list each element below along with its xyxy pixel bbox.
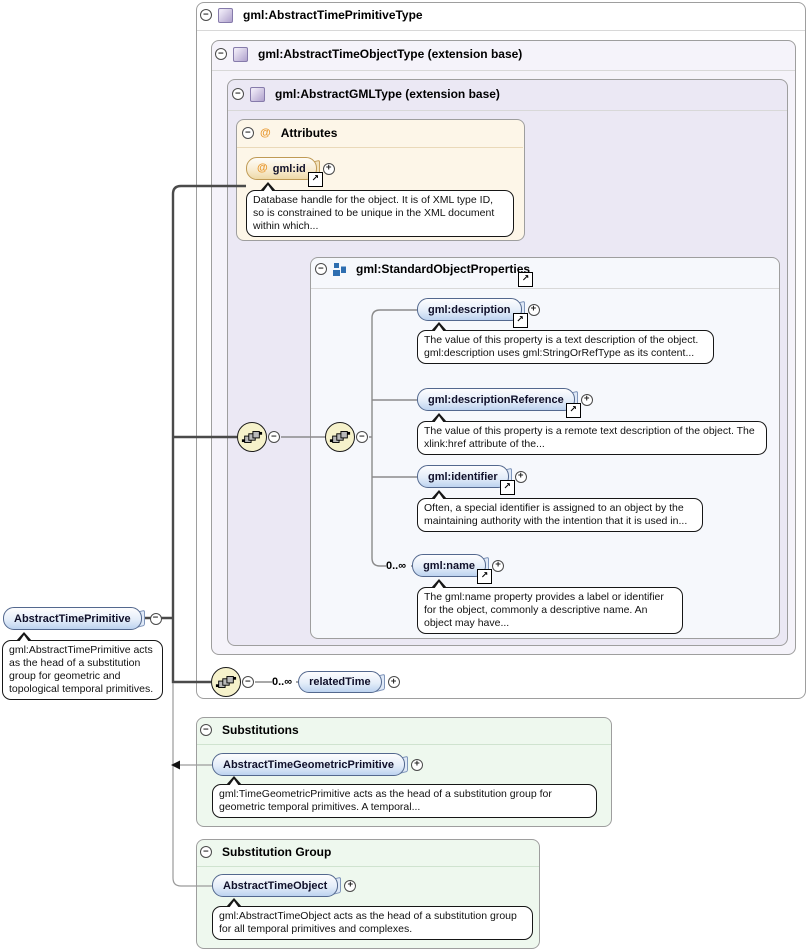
complex-type-icon [218,8,233,23]
header-extension1 [215,45,522,63]
element-label: gml:description [428,303,511,316]
expand-icon[interactable] [323,163,335,175]
type-title: gml:AbstractTimeObjectType (extension base) [258,47,523,61]
element-row [386,554,504,577]
divider [197,30,805,31]
element-row [212,753,423,776]
header-attributes [242,124,337,142]
collapse-icon[interactable] [200,9,212,21]
expand-icon[interactable] [528,304,540,316]
element-row [3,607,162,630]
jump-to-definition-icon[interactable] [308,172,323,187]
section-title: Substitutions [222,723,299,737]
collapse-icon[interactable] [242,127,254,139]
doc-callout [246,190,514,237]
doc-text: Often, a special identifier is assigned to an object by the maintaining authority with the intention that it is used in... [424,502,688,527]
header-standard-object-properties [315,260,530,278]
cardinality-label: 0..∞ [272,676,293,688]
element-abstract-time-geometric-primitive[interactable] [212,753,405,776]
element-gml-name[interactable] [412,554,486,577]
element-row [272,671,400,693]
doc-text: Database handle for the object. It is of XML type ID, so is constrained to be unique in the XML document within which... [253,194,495,232]
header-substitution-group [200,843,331,861]
divider [197,866,539,867]
element-abstract-time-object[interactable] [212,874,338,897]
element-row [212,874,356,897]
type-title: gml:AbstractTimePrimitiveType [243,8,423,22]
doc-text: gml:TimeGeometricPrimitive acts as the head of a substitution group for geometric temporal primitives. A temporal... [219,788,552,813]
element-row [417,388,593,411]
collapse-icon[interactable] [200,724,212,736]
element-label: AbstractTimePrimitive [14,612,131,625]
doc-callout [212,906,533,940]
divider [197,744,611,745]
expand-icon[interactable] [581,394,593,406]
sequence-icon [211,667,241,697]
expand-icon[interactable] [411,759,423,771]
attribute-icon [260,128,271,139]
model-group-icon [333,263,346,276]
header-extension2 [232,85,500,103]
element-row [417,465,527,488]
collapse-icon[interactable] [268,431,280,443]
cardinality-label: 0..∞ [386,559,407,572]
doc-callout [417,330,714,364]
element-gml-description-reference[interactable] [417,388,575,411]
doc-callout [417,498,703,532]
jump-to-definition-icon[interactable] [513,313,528,328]
element-related-time[interactable] [298,671,382,693]
type-title: gml:AbstractGMLType (extension base) [275,87,500,101]
element-label: AbstractTimeGeometricPrimitive [223,758,394,771]
expand-icon[interactable] [515,471,527,483]
element-label: gml:name [423,559,476,572]
doc-callout [417,421,767,455]
group-title: gml:StandardObjectProperties [356,262,531,276]
element-label: relatedTime [309,676,371,688]
section-title: Substitution Group [222,845,332,859]
collapse-icon[interactable] [242,676,254,688]
jump-to-definition-icon[interactable] [500,480,515,495]
collapse-icon[interactable] [315,263,327,275]
complex-type-icon [233,47,248,62]
attribute-icon [257,163,268,174]
collapse-icon[interactable] [232,88,244,100]
doc-callout [417,587,683,634]
sequence-icon [325,422,355,452]
jump-to-definition-icon[interactable] [566,403,581,418]
element-gml-description[interactable] [417,298,522,321]
divider [311,288,779,289]
divider [212,70,795,71]
collapse-icon[interactable] [356,431,368,443]
attribute-gml-id[interactable] [246,157,317,180]
element-label: gml:identifier [428,470,498,483]
expand-icon[interactable] [344,880,356,892]
collapse-icon[interactable] [150,613,162,625]
expand-icon[interactable] [388,676,400,688]
element-row [417,298,540,321]
element-abstract-time-primitive[interactable] [3,607,142,630]
element-gml-identifier[interactable] [417,465,509,488]
doc-text: The value of this property is a text description of the object. gml:description uses gml:StringOrRefType as its content... [424,334,699,359]
expand-icon[interactable] [492,560,504,572]
collapse-icon[interactable] [215,48,227,60]
element-label: AbstractTimeObject [223,879,328,892]
jump-to-definition-icon[interactable] [477,569,492,584]
substitution-arrow-icon [171,761,180,770]
doc-text: gml:AbstractTimeObject acts as the head of a substitution group for all temporal primitives and complexes. [219,910,517,935]
doc-text: The gml:name property provides a label or identifier for the object, commonly a descriptive name. An object may have... [424,591,664,629]
attribute-label: gml:id [272,162,306,175]
complex-type-icon [250,87,265,102]
header-substitutions [200,721,299,739]
divider [228,110,787,111]
doc-text: The value of this property is a remote text description of the object. The xlink:href attribute of the... [424,425,755,450]
doc-callout [212,784,597,818]
attribute-row [246,157,335,180]
element-label: gml:descriptionReference [428,393,564,406]
doc-text: gml:AbstractTimePrimitive acts as the head of a substitution group for geometric and topological temporal primitives. [9,644,154,695]
doc-callout [2,640,163,700]
sequence-icon [237,422,267,452]
divider [237,147,523,148]
collapse-icon[interactable] [200,846,212,858]
header-root-type [200,6,423,24]
section-title: Attributes [280,126,338,140]
